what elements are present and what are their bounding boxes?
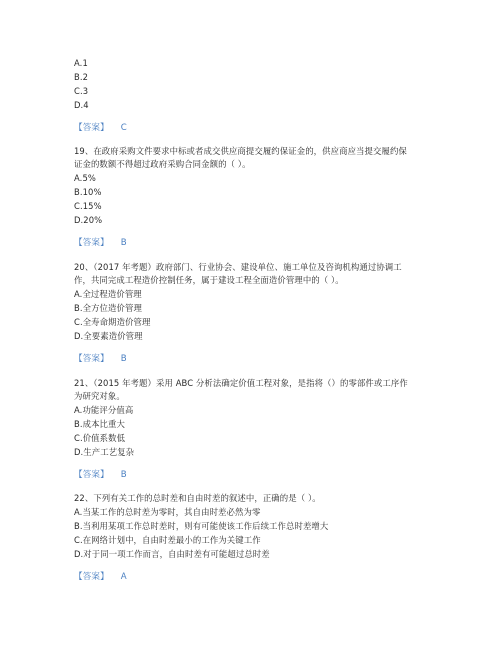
q20-option-c: C.全寿命期造价管理	[74, 317, 151, 327]
q20-stem-line-1: 20、（2017 年考题）政府部门、行业协会、建设单位、施工单位及咨询机构通过协调工	[74, 262, 402, 272]
q21-option-b: B.成本比重大	[74, 419, 125, 429]
q19-option-a: A.5%	[74, 173, 96, 183]
q20-answer	[74, 354, 127, 365]
answer-value: A	[120, 572, 127, 582]
answer-label: 【答案】	[74, 572, 109, 582]
q22-stem-line-1: 22、下列有关工作的总时差和自由时差的叙述中，正确的是（ ）。	[74, 493, 321, 503]
q18-option-c: C.3	[74, 86, 89, 96]
q19-option-b: B.10%	[74, 187, 102, 197]
q19-answer	[74, 238, 127, 249]
q22-option-c: C.在网络计划中，自由时差最小的工作为关键工作	[74, 535, 261, 545]
q19-stem-line-1: 19、在政府采购文件要求中标或者成交供应商提交履约保证金的，供应商应当提交履约保	[74, 146, 407, 156]
q20-option-b: B.全方位造价管理	[74, 303, 142, 313]
answer-value: B	[120, 238, 127, 248]
q21-option-d: D.生产工艺复杂	[74, 447, 135, 457]
q19-option-c: C.15%	[74, 201, 102, 211]
q20-option-a: A.全过程造价管理	[74, 289, 142, 299]
q22-option-a: A.当某工作的总时差为零时，其自由时差必然为零	[74, 507, 261, 517]
answer-label: 【答案】	[74, 123, 109, 133]
q18-option-a: A.1	[74, 58, 88, 68]
q21-stem-line-1: 21、（2015 年考题）采用 ABC 分析法确定价值工程对象，是指将（）的零部件或工序作	[74, 378, 408, 388]
q20-option-d: D.全要素造价管理	[74, 331, 143, 341]
answer-value: B	[120, 470, 127, 480]
q20-stem-line-2: 作，共同完成工程造价控制任务，属于建设工程全面造价管理中的（ ）。	[74, 275, 344, 285]
answer-label: 【答案】	[74, 470, 109, 480]
q21-answer	[74, 470, 127, 481]
q18-answer	[74, 123, 127, 134]
q21-option-a: A.功能评分值高	[74, 405, 134, 415]
answer-value: B	[120, 354, 127, 364]
q22-option-b: B.当利用某项工作总时差时，则有可能使该工作后续工作总时差增大	[74, 521, 329, 531]
answer-value: C	[120, 123, 127, 133]
answer-label: 【答案】	[74, 238, 109, 248]
q18-option-b: B.2	[74, 72, 89, 82]
q21-option-c: C.价值系数低	[74, 433, 126, 443]
q19-stem-line-2: 证金的数额不得超过政府采购合同金额的（ ）。	[74, 159, 251, 169]
q21-stem-line-2: 为研究对象。	[74, 391, 125, 401]
answer-label: 【答案】	[74, 354, 109, 364]
q19-option-d: D.20%	[74, 215, 103, 225]
q22-option-d: D.对于同一项工作而言，自由时差有可能超过总时差	[74, 549, 270, 559]
q22-answer	[74, 572, 127, 583]
q18-option-d: D.4	[74, 100, 89, 110]
